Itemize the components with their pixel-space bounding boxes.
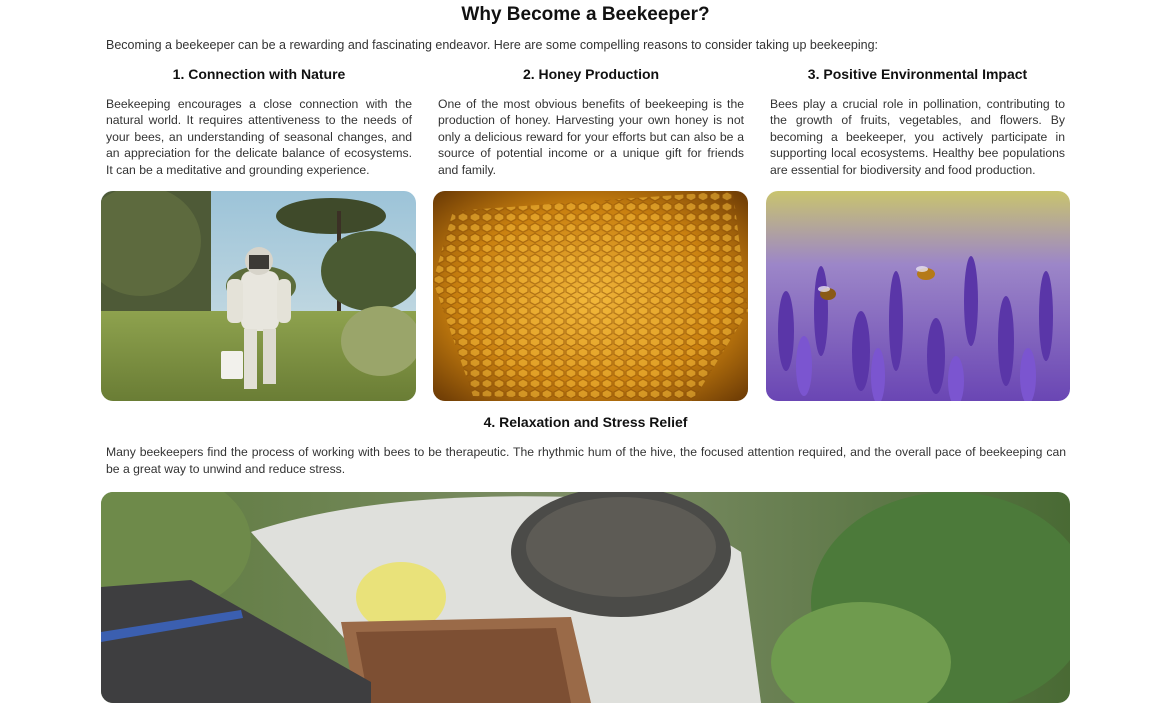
reason-heading: 1. Connection with Nature (172, 66, 346, 82)
reason-text-relaxation: Many beekeepers find the process of working with bees to be therapeutic. The rhythmic hum of the hive, the focused attention required, and the overall pace of beekeeping can be a great way to unwind and reduce stress. (106, 445, 1066, 476)
intro-text: Becoming a beekeeper can be a rewarding and fascinating endeavor. Here are some compelling reasons to consider taking up beekeeping: (106, 38, 879, 52)
reason-text: One of the most obvious benefits of beekeeping is the production of honey. Harvesting your own honey is not only a delicious reward for your efforts but can also be a source of potential income or a unique gift for friends and family. (438, 97, 744, 177)
reason-text: Beekeeping encourages a close connection with the natural world. It requires attentiveness to the needs of your bees, an understanding of seasonal changes, and an appreciation for the delicate balance of ecosystems. It can be a meditative and grounding experience. (106, 97, 412, 177)
reason-heading: 3. Positive Environmental Impact (807, 66, 1028, 82)
bees-on-lavender-photo (766, 191, 1070, 401)
beekeeper-holding-frame-photo (101, 492, 1070, 703)
beekeeper-in-meadow-photo (101, 191, 416, 401)
reason-heading: 2. Honey Production (522, 66, 660, 82)
reason-environmental-impact (770, 66, 1065, 178)
page-title: Why Become a Beekeeper? (461, 4, 710, 25)
reason-text: Bees play a crucial role in pollination, contributing to the growth of fruits, vegetables, and flowers. By becoming a beekeeper, you actively participate in supporting local ecosystems. Healthy bee populations are essential for biodiversity and food production. (770, 97, 1065, 177)
reason-connection-with-nature (106, 66, 412, 178)
reason-heading-relaxation: 4. Relaxation and Stress Relief (483, 414, 688, 430)
honeycomb-photo (433, 191, 748, 401)
reason-honey-production (438, 66, 744, 178)
